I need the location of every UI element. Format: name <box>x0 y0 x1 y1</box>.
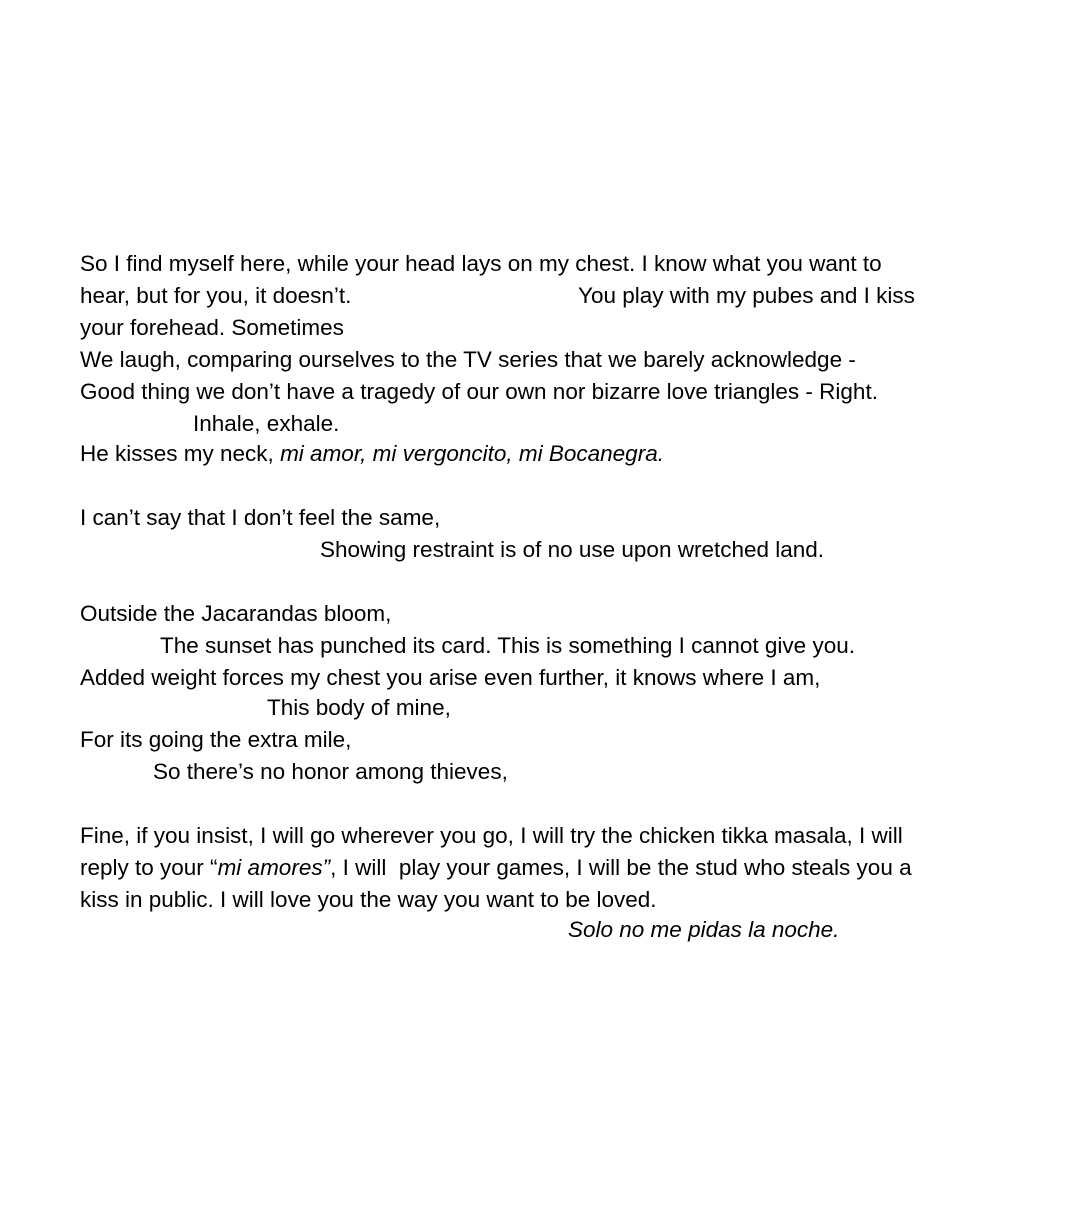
poem-text: , I will play your games, I will be the stud who steals you a <box>330 855 912 880</box>
poem-line: This body of mine, <box>267 695 451 720</box>
poem-line: For its going the extra mile, <box>80 727 352 752</box>
poem-line: You play with my pubes and I kiss <box>578 283 915 308</box>
poem-line: Inhale, exhale. <box>193 411 340 436</box>
poem-line <box>80 438 664 470</box>
poem-line: So there’s no honor among thieves, <box>153 759 508 784</box>
poem-italic-text: mi amor, mi vergoncito, mi Bocanegra. <box>280 441 664 466</box>
poem-line: hear, but for you, it doesn’t. <box>80 283 352 308</box>
poem-line: Solo no me pidas la noche. <box>568 917 840 942</box>
poem-line: The sunset has punched its card. This is something I cannot give you. <box>160 633 855 658</box>
poem-line: Showing restraint is of no use upon wretched land. <box>320 537 825 562</box>
poem-line: I can’t say that I don’t feel the same, <box>80 505 441 530</box>
poem-line: Outside the Jacarandas bloom, <box>80 601 392 626</box>
poem-line: We laugh, comparing ourselves to the TV series that we barely acknowledge - <box>80 347 856 372</box>
poem-line: kiss in public. I will love you the way you want to be loved. <box>80 887 657 912</box>
poem-line: Good thing we don’t have a tragedy of our own nor bizarre love triangles - Right. <box>80 379 878 404</box>
poem-line: Fine, if you insist, I will go wherever you go, I will try the chicken tikka masala, I will <box>80 823 903 848</box>
poem-line: So I find myself here, while your head lays on my chest. I know what you want to <box>80 251 882 276</box>
poem-text: reply to your “ <box>80 855 218 880</box>
poem-line: your forehead. Sometimes <box>80 315 344 340</box>
poem-line: Added weight forces my chest you arise even further, it knows where I am, <box>80 665 821 690</box>
poem-italic-text: mi amores” <box>217 855 331 880</box>
poem-line <box>80 852 912 884</box>
poem-text: He kisses my neck, <box>80 441 281 466</box>
